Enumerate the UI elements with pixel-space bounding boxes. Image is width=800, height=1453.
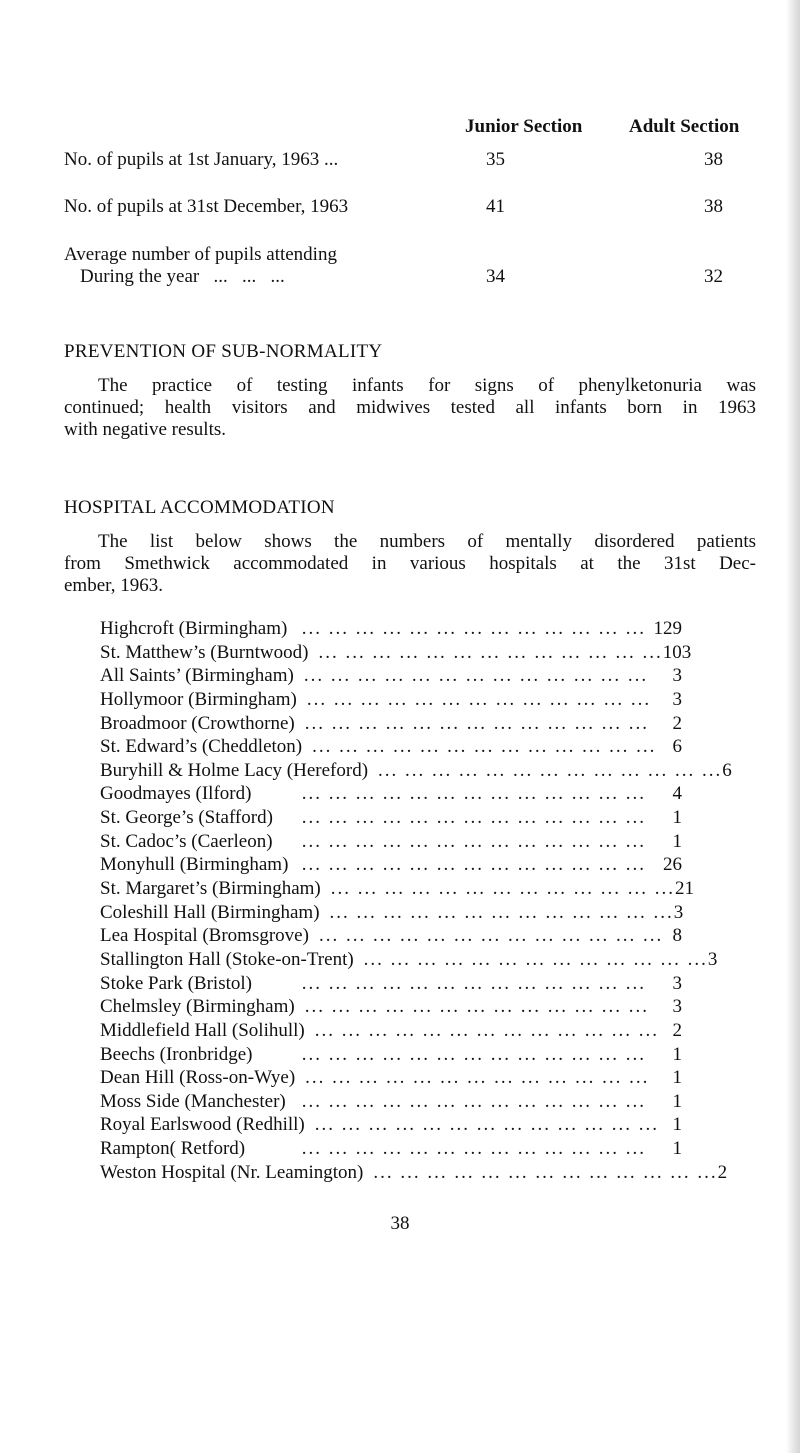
hospital-name: Buryhill & Holme Lacy (Hereford) <box>100 759 369 781</box>
hospital-paragraph <box>64 531 756 597</box>
patient-count: 129 <box>653 618 682 639</box>
hospital-row <box>100 1067 682 1091</box>
patient-count: 8 <box>672 925 682 947</box>
patient-count: 3 <box>707 948 718 970</box>
patient-count: 1 <box>672 807 682 829</box>
patient-count: 2 <box>717 1161 728 1183</box>
patient-count: 4 <box>672 783 682 805</box>
hospital-row <box>100 759 732 784</box>
hospital-row <box>100 618 682 642</box>
hospital-row <box>100 831 682 855</box>
patient-count: 1 <box>672 830 682 852</box>
hospital-name: St. Matthew’s (Burntwood) <box>100 641 309 663</box>
dot-leader: ... ... ... ... ... ... ... ... ... ... ... ... ... <box>301 1043 646 1065</box>
average-attending-junior: 34 <box>486 266 505 287</box>
dot-leader: ... ... ... ... ... ... ... ... ... ... ... ... ... <box>305 1067 650 1089</box>
dot-leader: ... ... ... ... ... ... ... ... ... ... ... ... ... <box>363 948 708 970</box>
hospital-name: Weston Hospital (Nr. Leamington) <box>100 1161 364 1183</box>
hospital-name: Highcroft (Birmingham) <box>100 618 288 639</box>
patient-count: 6 <box>672 736 682 758</box>
hospital-row <box>100 854 682 878</box>
hospital-row <box>100 1091 682 1115</box>
hospital-line-1: The list below shows the numbers of mentally disordered patients <box>98 531 756 552</box>
hospital-line-3: ember, 1963. <box>64 575 163 596</box>
dot-leader: ... ... ... ... ... ... ... ... ... ... ... ... ... <box>312 736 657 758</box>
hospital-name: Coleshill Hall (Birmingham) <box>100 901 320 923</box>
pupils-jan-junior: 35 <box>486 149 505 170</box>
hospital-name: Chelmsley (Birmingham) <box>100 996 295 1018</box>
page-edge-shadow <box>786 0 800 1453</box>
patient-count: 1 <box>672 1090 682 1112</box>
pupils-dec-adult: 38 <box>704 196 723 217</box>
hospital-name: Royal Earlswood (Redhill) <box>100 1114 305 1136</box>
patient-count: 1 <box>672 1138 682 1160</box>
hospital-name: Rampton( Retford) <box>100 1138 246 1160</box>
dot-leader: ... ... ... ... ... ... ... ... ... ... ... ... ... <box>378 759 723 781</box>
hospital-name: Lea Hospital (Bromsgrove) <box>100 925 309 947</box>
patient-count: 3 <box>672 996 682 1018</box>
average-attending-label-line1: Average number of pupils attending <box>64 244 337 265</box>
hospital-name: Goodmayes (Ilford) <box>100 783 252 805</box>
patient-count: 26 <box>663 854 682 876</box>
average-attending-adult: 32 <box>704 266 723 287</box>
hospital-row <box>100 925 682 949</box>
page-number: 38 <box>390 1213 410 1234</box>
hospital-name: Stallington Hall (Stoke-on-Trent) <box>100 948 354 970</box>
hospital-row <box>100 948 718 973</box>
hospital-name: Moss Side (Manchester) <box>100 1090 286 1112</box>
dot-leader: ... ... ... ... ... ... ... ... ... ... ... ... ... <box>303 665 649 687</box>
dot-leader: ... ... ... ... ... ... ... ... ... ... ... ... ... <box>301 783 646 805</box>
hospital-row <box>100 1161 728 1186</box>
pupils-dec-label: No. of pupils at 31st December, 1963 <box>64 196 349 217</box>
hospital-row <box>100 689 682 713</box>
hospital-row <box>100 641 692 666</box>
dot-leader: ... ... ... ... ... ... ... ... ... ... ... ... ... <box>301 830 646 852</box>
pupils-jan-label: No. of pupils at 1st January, 1963 ... <box>64 149 339 170</box>
dot-leader: ... ... ... ... ... ... ... ... ... ... ... ... ... <box>329 901 674 923</box>
hospital-row <box>100 878 695 902</box>
hospital-name: Monyhull (Birmingham) <box>100 854 289 876</box>
dot-leader: ... ... ... ... ... ... ... ... ... ... ... ... ... <box>301 807 646 829</box>
patient-count: 21 <box>675 878 695 900</box>
dot-leader: ... ... ... ... ... ... ... ... ... ... ... ... ... <box>304 712 649 734</box>
dot-leader: ... ... ... ... ... ... ... ... ... ... ... ... ... <box>301 972 646 994</box>
adult-section-header: Adult Section <box>629 116 740 137</box>
hospital-row <box>100 665 682 689</box>
hospital-row <box>100 973 682 997</box>
patient-count: 3 <box>672 688 682 710</box>
prevention-line-3: with negative results. <box>64 419 226 440</box>
hospital-name: Stoke Park (Bristol) <box>100 972 252 994</box>
patient-count: 3 <box>672 665 682 687</box>
prevention-paragraph <box>64 375 756 441</box>
patient-count: 103 <box>662 641 692 663</box>
hospital-name: Beechs (Ironbridge) <box>100 1043 253 1065</box>
hospital-list <box>100 618 732 1185</box>
prevention-heading: PREVENTION OF SUB-NORMALITY <box>64 341 383 362</box>
dot-leader: ... ... ... ... ... ... ... ... ... ... ... ... ... <box>373 1161 718 1183</box>
hospital-row <box>100 807 682 831</box>
patient-count: 2 <box>672 712 682 734</box>
hospital-name: Dean Hill (Ross-on-Wye) <box>100 1067 296 1089</box>
patient-count: 3 <box>672 972 682 994</box>
dot-leader: ... ... ... ... ... ... ... ... ... ... ... ... ... <box>314 1114 659 1136</box>
hospital-row <box>100 996 682 1020</box>
dot-leader: ... ... ... ... ... ... ... ... ... ... ... ... ... <box>318 925 664 947</box>
dot-leader: ... ... ... ... ... ... ... ... ... ... ... ... ... <box>301 618 646 639</box>
hospital-heading: HOSPITAL ACCOMMODATION <box>64 497 335 518</box>
dot-leader: ... ... ... ... ... ... ... ... ... ... ... ... ... <box>304 996 649 1018</box>
patient-count: 1 <box>672 1114 682 1136</box>
hospital-row <box>100 713 682 737</box>
dot-leader: ... ... ... ... ... ... ... ... ... ... ... ... ... <box>301 1090 646 1112</box>
average-attending-label-line2: During the year ... ... ... <box>80 266 285 287</box>
dot-leader: ... ... ... ... ... ... ... ... ... ... ... ... ... <box>314 1019 660 1041</box>
patient-count: 1 <box>672 1043 682 1065</box>
hospital-name: All Saints’ (Birmingham) <box>100 665 294 687</box>
dot-leader: ... ... ... ... ... ... ... ... ... ... ... ... ... <box>301 854 646 876</box>
dot-leader: ... ... ... ... ... ... ... ... ... ... ... ... ... <box>330 878 676 900</box>
patient-count: 3 <box>673 901 684 923</box>
prevention-line-1: The practice of testing infants for signs of phenylketonuria was <box>98 375 756 396</box>
hospital-name: Hollymoor (Birmingham) <box>100 688 297 710</box>
hospital-row <box>100 1044 682 1068</box>
hospital-row <box>100 1138 682 1162</box>
hospital-name: Broadmoor (Crowthorne) <box>100 712 295 734</box>
patient-count: 6 <box>722 759 732 781</box>
hospital-line-2: from Smethwick accommodated in various hospitals at the 31st Dec- <box>64 553 756 574</box>
dot-leader: ... ... ... ... ... ... ... ... ... ... ... ... ... <box>306 688 652 710</box>
hospital-name: St. Edward’s (Cheddleton) <box>100 736 303 758</box>
hospital-row <box>100 736 682 760</box>
hospital-row <box>100 902 682 926</box>
hospital-name: St. Margaret’s (Birmingham) <box>100 878 321 900</box>
hospital-name: St. George’s (Stafford) <box>100 807 273 829</box>
prevention-line-2: continued; health visitors and midwives tested all infants born in 1963 <box>64 397 756 418</box>
patient-count: 2 <box>672 1019 682 1041</box>
hospital-name: St. Cadoc’s (Caerleon) <box>100 830 273 852</box>
hospital-row <box>100 1114 682 1138</box>
dot-leader: ... ... ... ... ... ... ... ... ... ... ... ... ... <box>318 641 663 663</box>
hospital-row <box>100 783 682 807</box>
dot-leader: ... ... ... ... ... ... ... ... ... ... ... ... ... <box>301 1138 646 1160</box>
hospital-row <box>100 1020 682 1044</box>
junior-section-header: Junior Section <box>465 116 583 137</box>
patient-count: 1 <box>672 1067 682 1089</box>
pupils-dec-junior: 41 <box>486 196 505 217</box>
pupils-jan-adult: 38 <box>704 149 723 170</box>
hospital-name: Middlefield Hall (Solihull) <box>100 1019 305 1041</box>
